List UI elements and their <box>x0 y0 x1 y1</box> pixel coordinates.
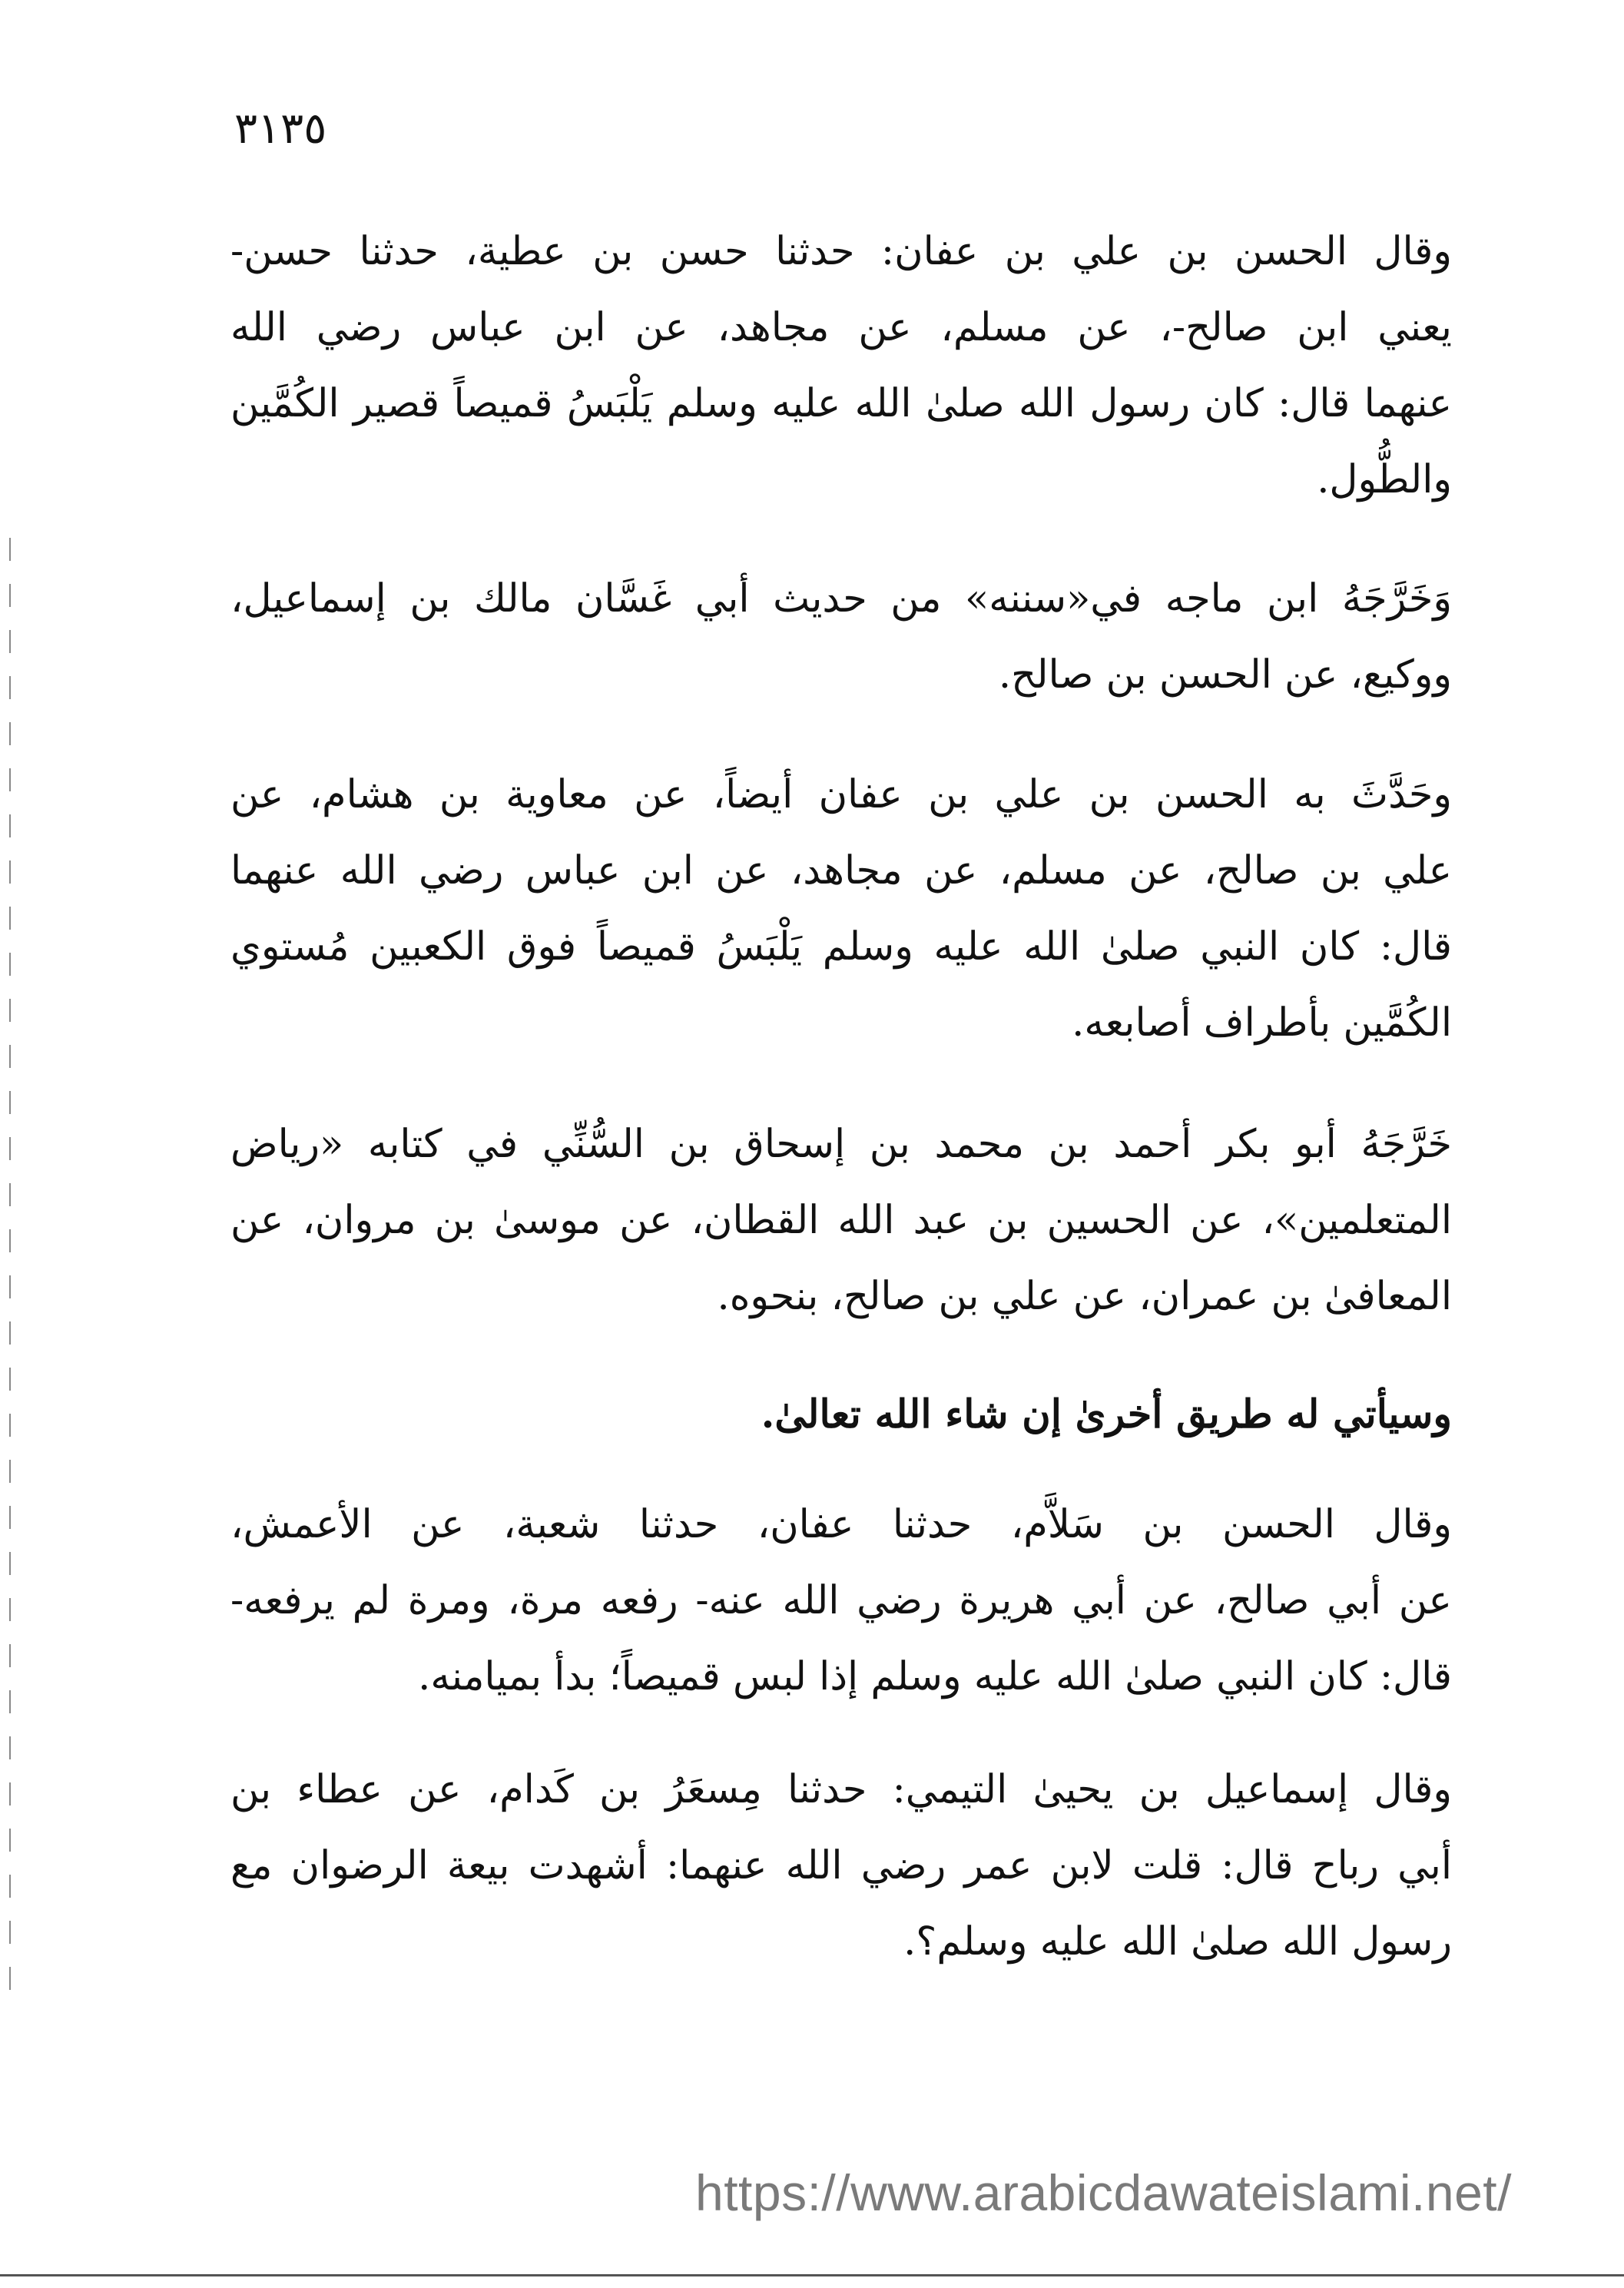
paragraph-6 <box>230 1487 1452 1715</box>
text-line: الكُمَّين بأطراف أصابعه. <box>1072 1000 1452 1046</box>
paragraph-2 <box>230 561 1452 713</box>
text-line: وقال الحسن بن سَلاَّم، حدثنا عفان، حدثنا شعبة، عن الأعمش، <box>230 1502 1452 1547</box>
text-line: قال: كان النبي صلىٰ الله عليه وسلم يَلْبَسُ قميصاً فوق الكعبين مُستوي <box>230 924 1452 970</box>
text-line: ووكيع، عن الحسن بن صالح. <box>998 652 1452 698</box>
text-line: وقال إسماعيل بن يحيىٰ التيمي: حدثنا مِسعَرُ بن كَدام، عن عطاء بن <box>230 1767 1452 1812</box>
text-line: رسول الله صلىٰ الله عليه وسلم؟. <box>903 1919 1452 1965</box>
text-line: علي بن صالح، عن مسلم، عن مجاهد، عن ابن عباس رضي الله عنهما <box>230 848 1452 894</box>
text-line: المعافىٰ بن عمران، عن علي بن صالح، بنحوه. <box>717 1274 1452 1319</box>
text-line: وسيأتي له طريق أخرىٰ إن شاء الله تعالىٰ. <box>761 1391 1452 1437</box>
bottom-rule <box>0 2274 1624 2276</box>
text-line: قال: كان النبي صلىٰ الله عليه وسلم إذا لبس قميصاً؛ بدأ بميامنه. <box>418 1654 1452 1699</box>
text-line: وَخَرَّجَهُ ابن ماجه في«سننه» من حديث أبي غَسَّان مالك بن إسماعيل، <box>230 576 1452 622</box>
paragraph-7 <box>230 1752 1452 1980</box>
watermark-url-link[interactable]: https://www.arabicdawateislami.net/ <box>695 2164 1512 2221</box>
text-line: وقال الحسن بن علي بن عفان: حدثنا حسن بن عطية، حدثنا حسن- <box>230 229 1452 274</box>
paragraph-4 <box>230 1106 1452 1335</box>
page-number: ٣١٣٥ <box>234 104 327 154</box>
text-line: أبي رباح قال: قلت لابن عمر رضي الله عنهما: أشهدت بيعة الرضوان مع <box>230 1843 1452 1888</box>
page-edge-mark <box>9 538 11 1998</box>
text-line: والطُّول. <box>1317 457 1452 502</box>
text-line: يعني ابن صالح-، عن مسلم، عن مجاهد، عن ابن عباس رضي الله <box>230 305 1452 350</box>
text-line: عن أبي صالح، عن أبي هريرة رضي الله عنه- رفعه مرة، ومرة لم يرفعه- <box>230 1578 1452 1623</box>
paragraph-1 <box>230 214 1452 518</box>
text-line: عنهما قال: كان رسول الله صلىٰ الله عليه وسلم يَلْبَسُ قميصاً قصير الكُمَّين <box>230 381 1452 426</box>
text-line: المتعلمين»، عن الحسين بن عبد الله القطان، عن موسىٰ بن مروان، عن <box>230 1198 1452 1243</box>
text-line: وحَدَّثَ به الحسن بن علي بن عفان أيضاً، عن معاوية بن هشام، عن <box>230 772 1452 817</box>
text-line: خَرَّجَهُ أبو بكر أحمد بن محمد بن إسحاق بن السُّنِّي في كتابه «رياض <box>230 1122 1452 1167</box>
paragraph-5 <box>230 1377 1452 1453</box>
paragraph-3 <box>230 757 1452 1061</box>
